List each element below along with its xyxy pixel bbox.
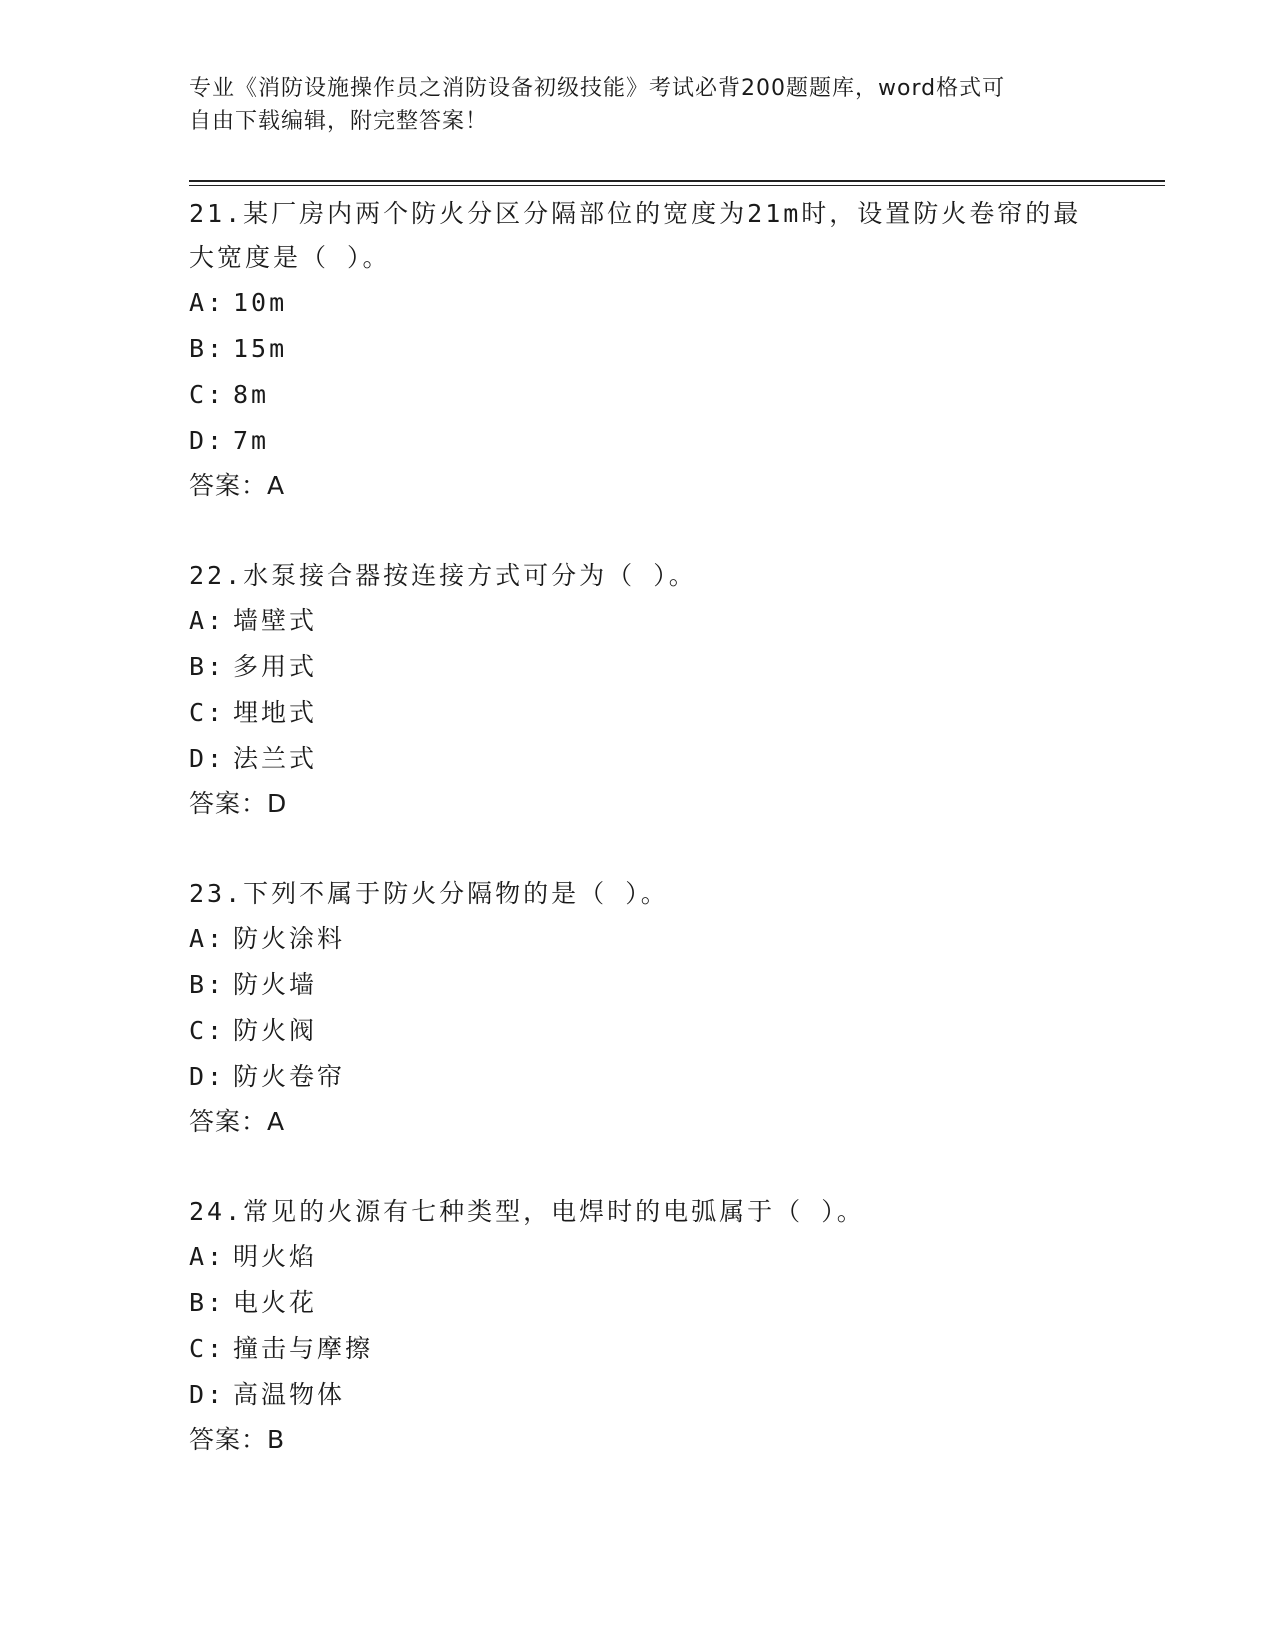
question-stem: 22.水泵接合器按连接方式可分为（ ）。	[189, 561, 697, 590]
option-letter: C:	[189, 698, 226, 727]
header-line-2: 自由下载编辑，附完整答案！	[189, 109, 489, 134]
answer-prefix: 答案：	[189, 789, 268, 818]
document-header	[189, 72, 1089, 138]
option-text: 防火阀	[233, 1016, 318, 1045]
option-letter: A:	[189, 606, 226, 635]
option-text: 多用式	[233, 652, 318, 681]
option-text: 10m	[233, 288, 288, 317]
option-text: 15m	[233, 334, 288, 363]
option-c	[189, 1326, 1149, 1372]
option-b	[189, 962, 1149, 1008]
answer-prefix: 答案：	[189, 471, 268, 500]
option-text: 高温物体	[233, 1380, 346, 1409]
option-a	[189, 280, 1149, 326]
answer-value: D	[267, 789, 288, 818]
option-text: 明火焰	[233, 1242, 318, 1271]
option-letter: C:	[189, 380, 226, 409]
answer-line	[189, 782, 1149, 826]
option-b	[189, 644, 1149, 690]
option-c	[189, 690, 1149, 736]
question-22	[189, 554, 1149, 826]
option-letter: B:	[189, 334, 226, 363]
header-divider	[189, 180, 1165, 186]
answer-value: A	[267, 1107, 286, 1136]
option-b	[189, 326, 1149, 372]
option-d	[189, 418, 1149, 464]
option-text: 防火墙	[233, 970, 318, 999]
option-letter: C:	[189, 1334, 226, 1363]
answer-line	[189, 464, 1149, 508]
option-text: 防火卷帘	[233, 1062, 346, 1091]
option-letter: B:	[189, 970, 226, 999]
option-text: 埋地式	[233, 698, 318, 727]
option-b	[189, 1280, 1149, 1326]
option-text: 撞击与摩擦	[233, 1334, 374, 1363]
option-c	[189, 372, 1149, 418]
answer-line	[189, 1418, 1149, 1462]
option-a	[189, 1234, 1149, 1280]
option-letter: D:	[189, 1380, 226, 1409]
option-a	[189, 598, 1149, 644]
option-c	[189, 1008, 1149, 1054]
option-text: 电火花	[233, 1288, 318, 1317]
question-21	[189, 192, 1149, 508]
question-stem: 23.下列不属于防火分隔物的是（ ）。	[189, 879, 669, 908]
question-24	[189, 1190, 1149, 1462]
option-a	[189, 916, 1149, 962]
option-text: 8m	[233, 380, 270, 409]
header-line-1: 专业《消防设施操作员之消防设备初级技能》考试必背200题题库，word格式可	[189, 76, 1006, 101]
option-letter: B:	[189, 652, 226, 681]
option-text: 墙壁式	[233, 606, 318, 635]
option-letter: A:	[189, 1242, 226, 1271]
option-letter: D:	[189, 426, 226, 455]
answer-value: B	[267, 1425, 286, 1454]
option-letter: A:	[189, 288, 226, 317]
answer-prefix: 答案：	[189, 1107, 268, 1136]
answer-line	[189, 1100, 1149, 1144]
question-23	[189, 872, 1149, 1144]
question-stem: 21.某厂房内两个防火分区分隔部位的宽度为21m时，设置防火卷帘的最大宽度是（ ）。	[189, 199, 1082, 272]
option-letter: C:	[189, 1016, 226, 1045]
option-letter: B:	[189, 1288, 226, 1317]
answer-value: A	[267, 471, 286, 500]
option-d	[189, 1054, 1149, 1100]
option-text: 7m	[233, 426, 270, 455]
option-letter: D:	[189, 744, 226, 773]
option-text: 防火涂料	[233, 924, 346, 953]
question-stem: 24.常见的火源有七种类型，电焊时的电弧属于（ ）。	[189, 1197, 865, 1226]
answer-prefix: 答案：	[189, 1425, 268, 1454]
option-letter: A:	[189, 924, 226, 953]
option-d	[189, 736, 1149, 782]
question-list	[189, 190, 1149, 1508]
option-letter: D:	[189, 1062, 226, 1091]
option-text: 法兰式	[233, 744, 318, 773]
option-d	[189, 1372, 1149, 1418]
